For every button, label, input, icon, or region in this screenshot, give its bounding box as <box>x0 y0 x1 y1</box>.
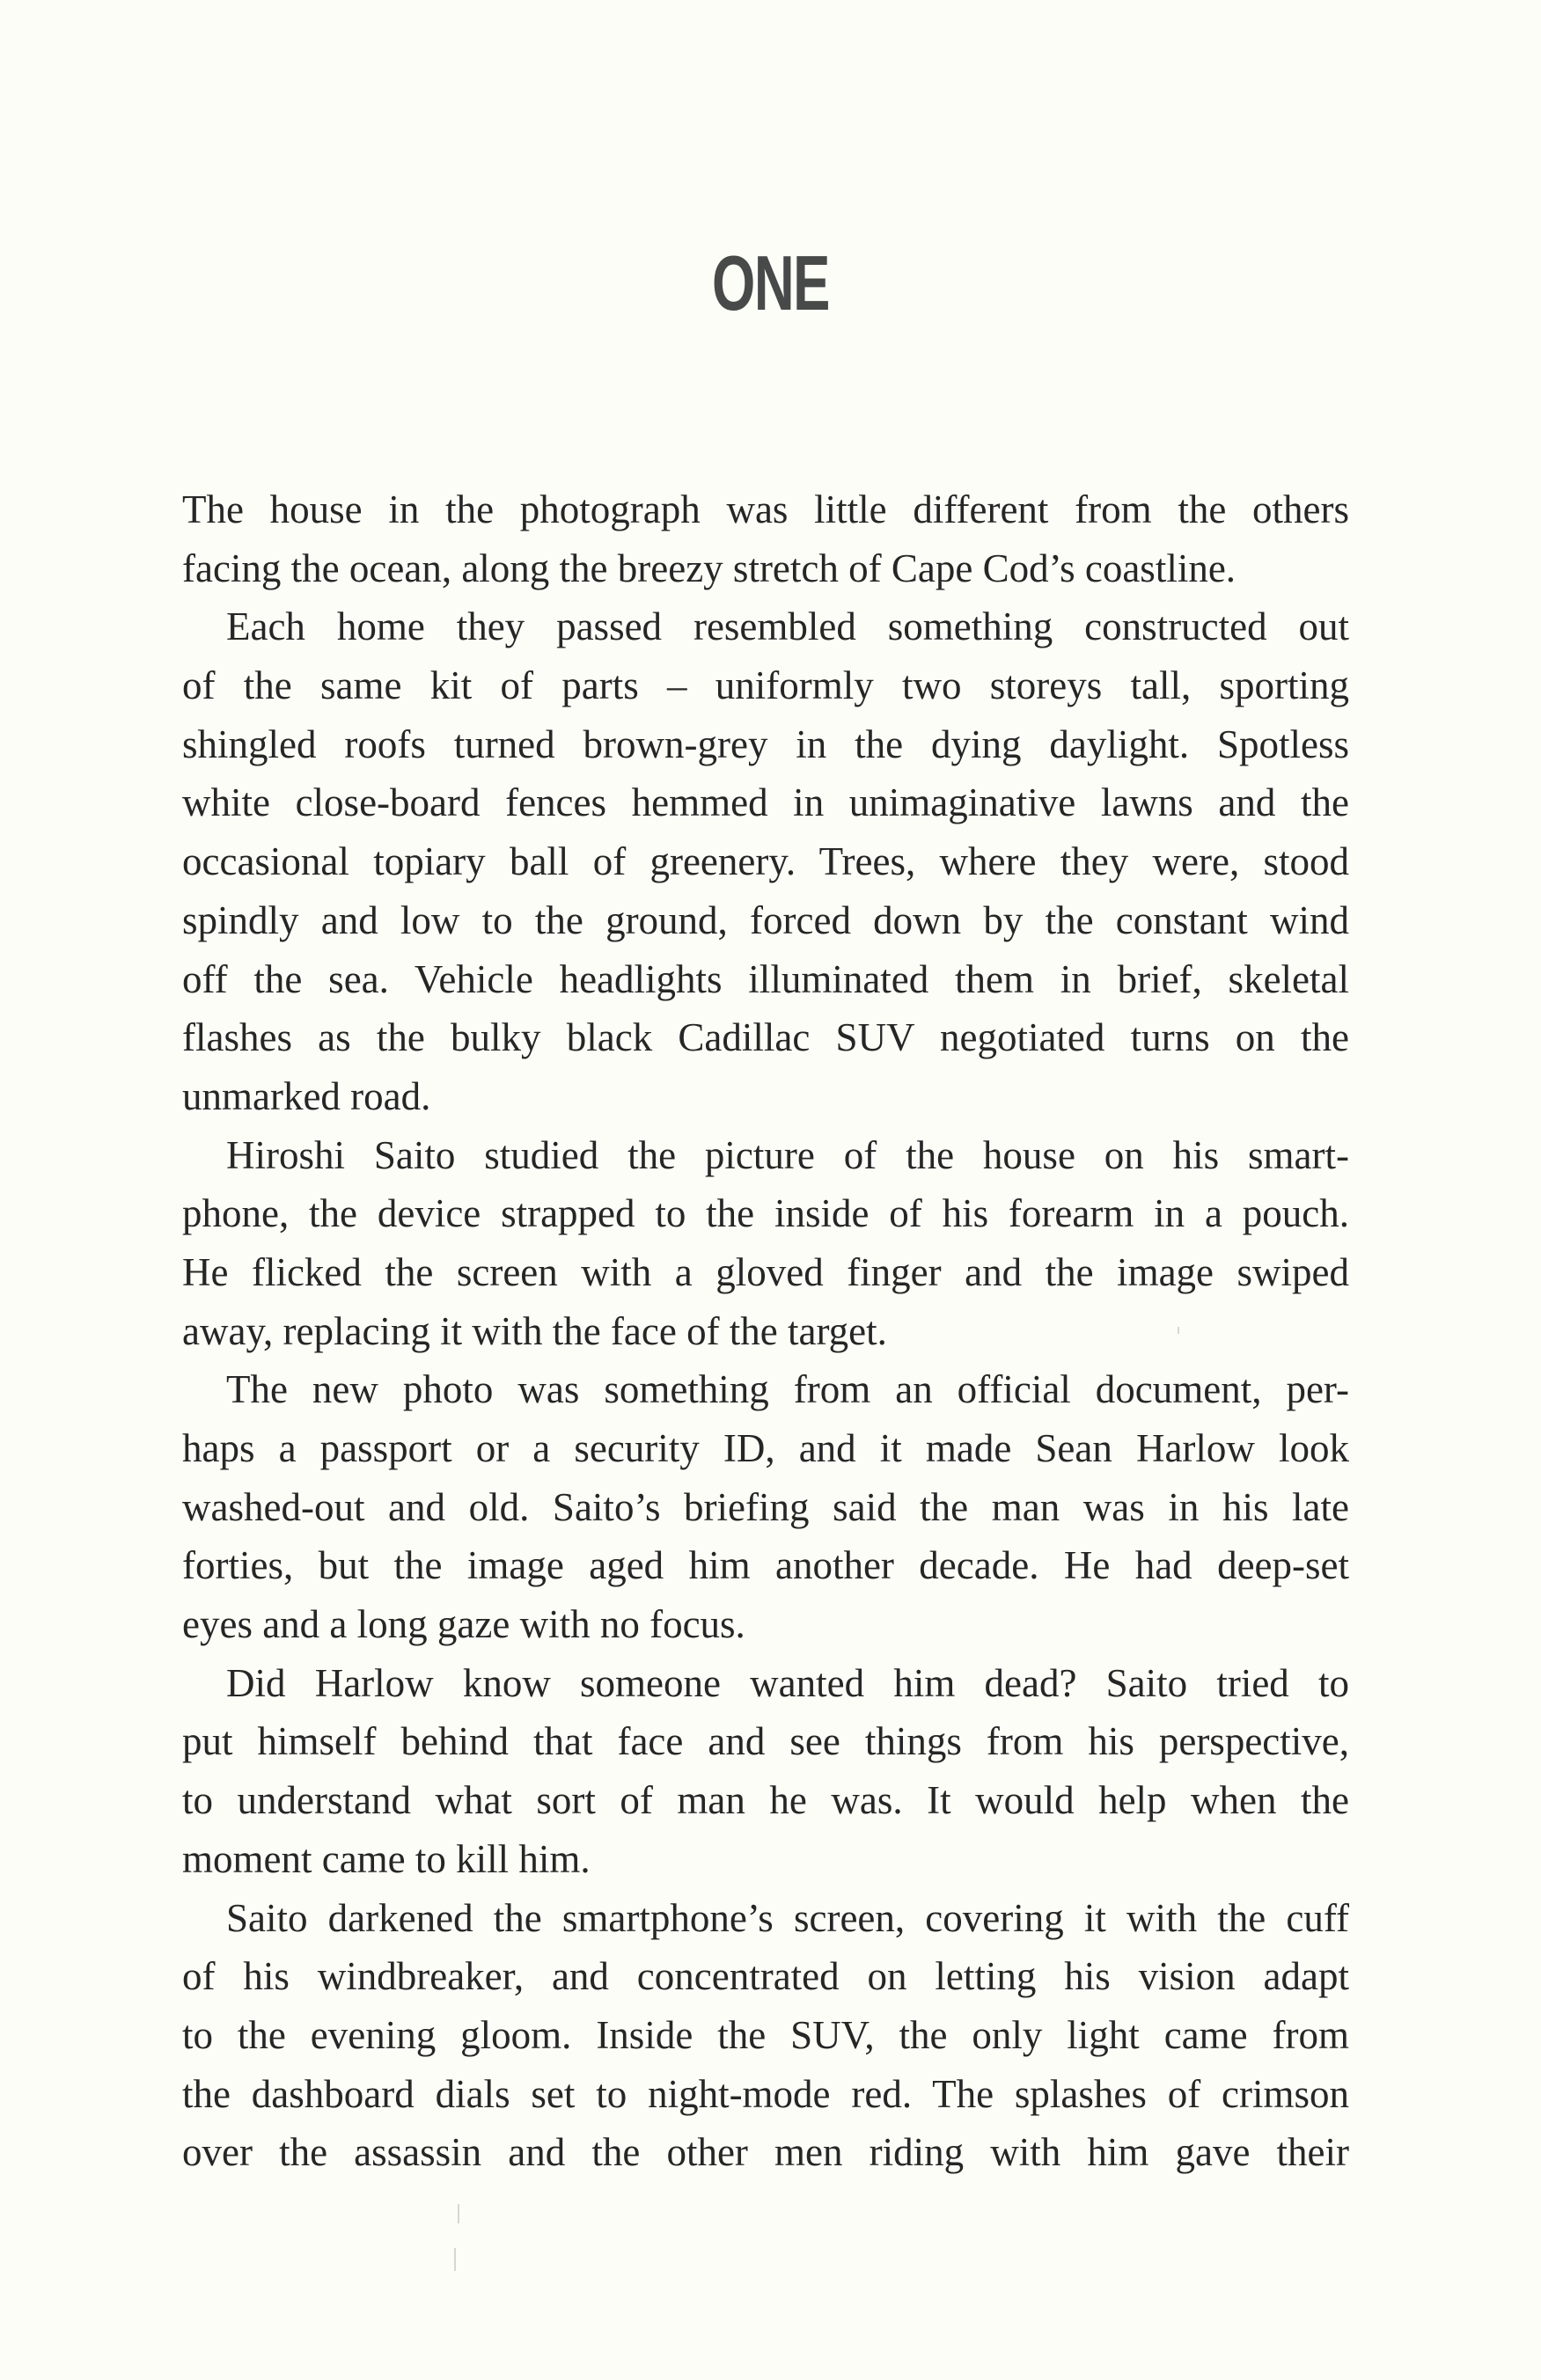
text-line: flashes as the bulky black Cadillac SUV negotiated turns on the <box>182 1015 1349 1060</box>
scan-artifact <box>454 2248 456 2271</box>
text-line: occasional topiary ball of greenery. Trees, where they were, stood <box>182 839 1349 884</box>
text-line: shingled roofs turned brown-grey in the dying daylight. Spotless <box>182 721 1349 766</box>
scan-artifact <box>1178 1327 1179 1334</box>
text-line: Each home they passed resembled something constructed out <box>226 604 1349 649</box>
text-line: of his windbreaker, and concentrated on letting his vision adapt <box>182 1954 1349 1999</box>
text-line: haps a passport or a security ID, and it made Sean Harlow look <box>182 1426 1349 1470</box>
text-line: off the sea. Vehicle headlights illuminated them in brief, skeletal <box>182 956 1349 1001</box>
text-line: spindly and low to the ground, forced down by the constant wind <box>182 897 1349 942</box>
text-line: The house in the photograph was little different from the others <box>182 487 1349 531</box>
text-line: to the evening gloom. Inside the SUV, the only light came from <box>182 2012 1349 2057</box>
text-line: He flicked the screen with a gloved finger and the image swiped <box>182 1249 1349 1294</box>
text-line: away, replacing it with the face of the target. <box>182 1308 887 1353</box>
chapter-body <box>182 480 1349 2182</box>
text-line: over the assassin and the other men riding with him gave their <box>182 2130 1349 2175</box>
paragraph <box>182 597 1349 1125</box>
text-line: moment came to kill him. <box>182 1836 591 1881</box>
text-line: put himself behind that face and see things from his perspective, <box>182 1719 1349 1764</box>
text-line: eyes and a long gaze with no focus. <box>182 1602 745 1647</box>
text-line: the dashboard dials set to night-mode red. The splashes of crimson <box>182 2071 1349 2116</box>
text-line: facing the ocean, along the breezy stretch of Cape Cod’s coastline. <box>182 546 1236 590</box>
paragraph <box>182 1126 1349 1361</box>
text-line: to understand what sort of man he was. It would help when the <box>182 1778 1349 1823</box>
text-line: of the same kit of parts – uniformly two storeys tall, sporting <box>182 663 1349 708</box>
text-line: unmarked road. <box>182 1073 431 1118</box>
text-line: Saito darkened the smartphone’s screen, covering it with the cuff <box>226 1895 1349 1940</box>
paragraph <box>182 480 1349 597</box>
text-line: The new photo was something from an official document, per- <box>226 1367 1349 1412</box>
chapter-heading: ONE <box>712 239 829 326</box>
text-line: Did Harlow know someone wanted him dead? Saito tried to <box>226 1660 1349 1705</box>
paragraph <box>182 1654 1349 1889</box>
text-line: forties, but the image aged him another decade. He had deep-set <box>182 1543 1349 1588</box>
paragraph <box>182 1360 1349 1653</box>
paragraph <box>182 1889 1349 2182</box>
text-line: white close-board fences hemmed in unimaginative lawns and the <box>182 780 1349 825</box>
text-line: washed-out and old. Saito’s briefing said the man was in his late <box>182 1484 1349 1529</box>
scan-artifact <box>458 2204 459 2223</box>
text-line: phone, the device strapped to the inside of his forearm in a pouch. <box>182 1191 1349 1236</box>
text-line: Hiroshi Saito studied the picture of the house on his smart- <box>226 1132 1349 1177</box>
